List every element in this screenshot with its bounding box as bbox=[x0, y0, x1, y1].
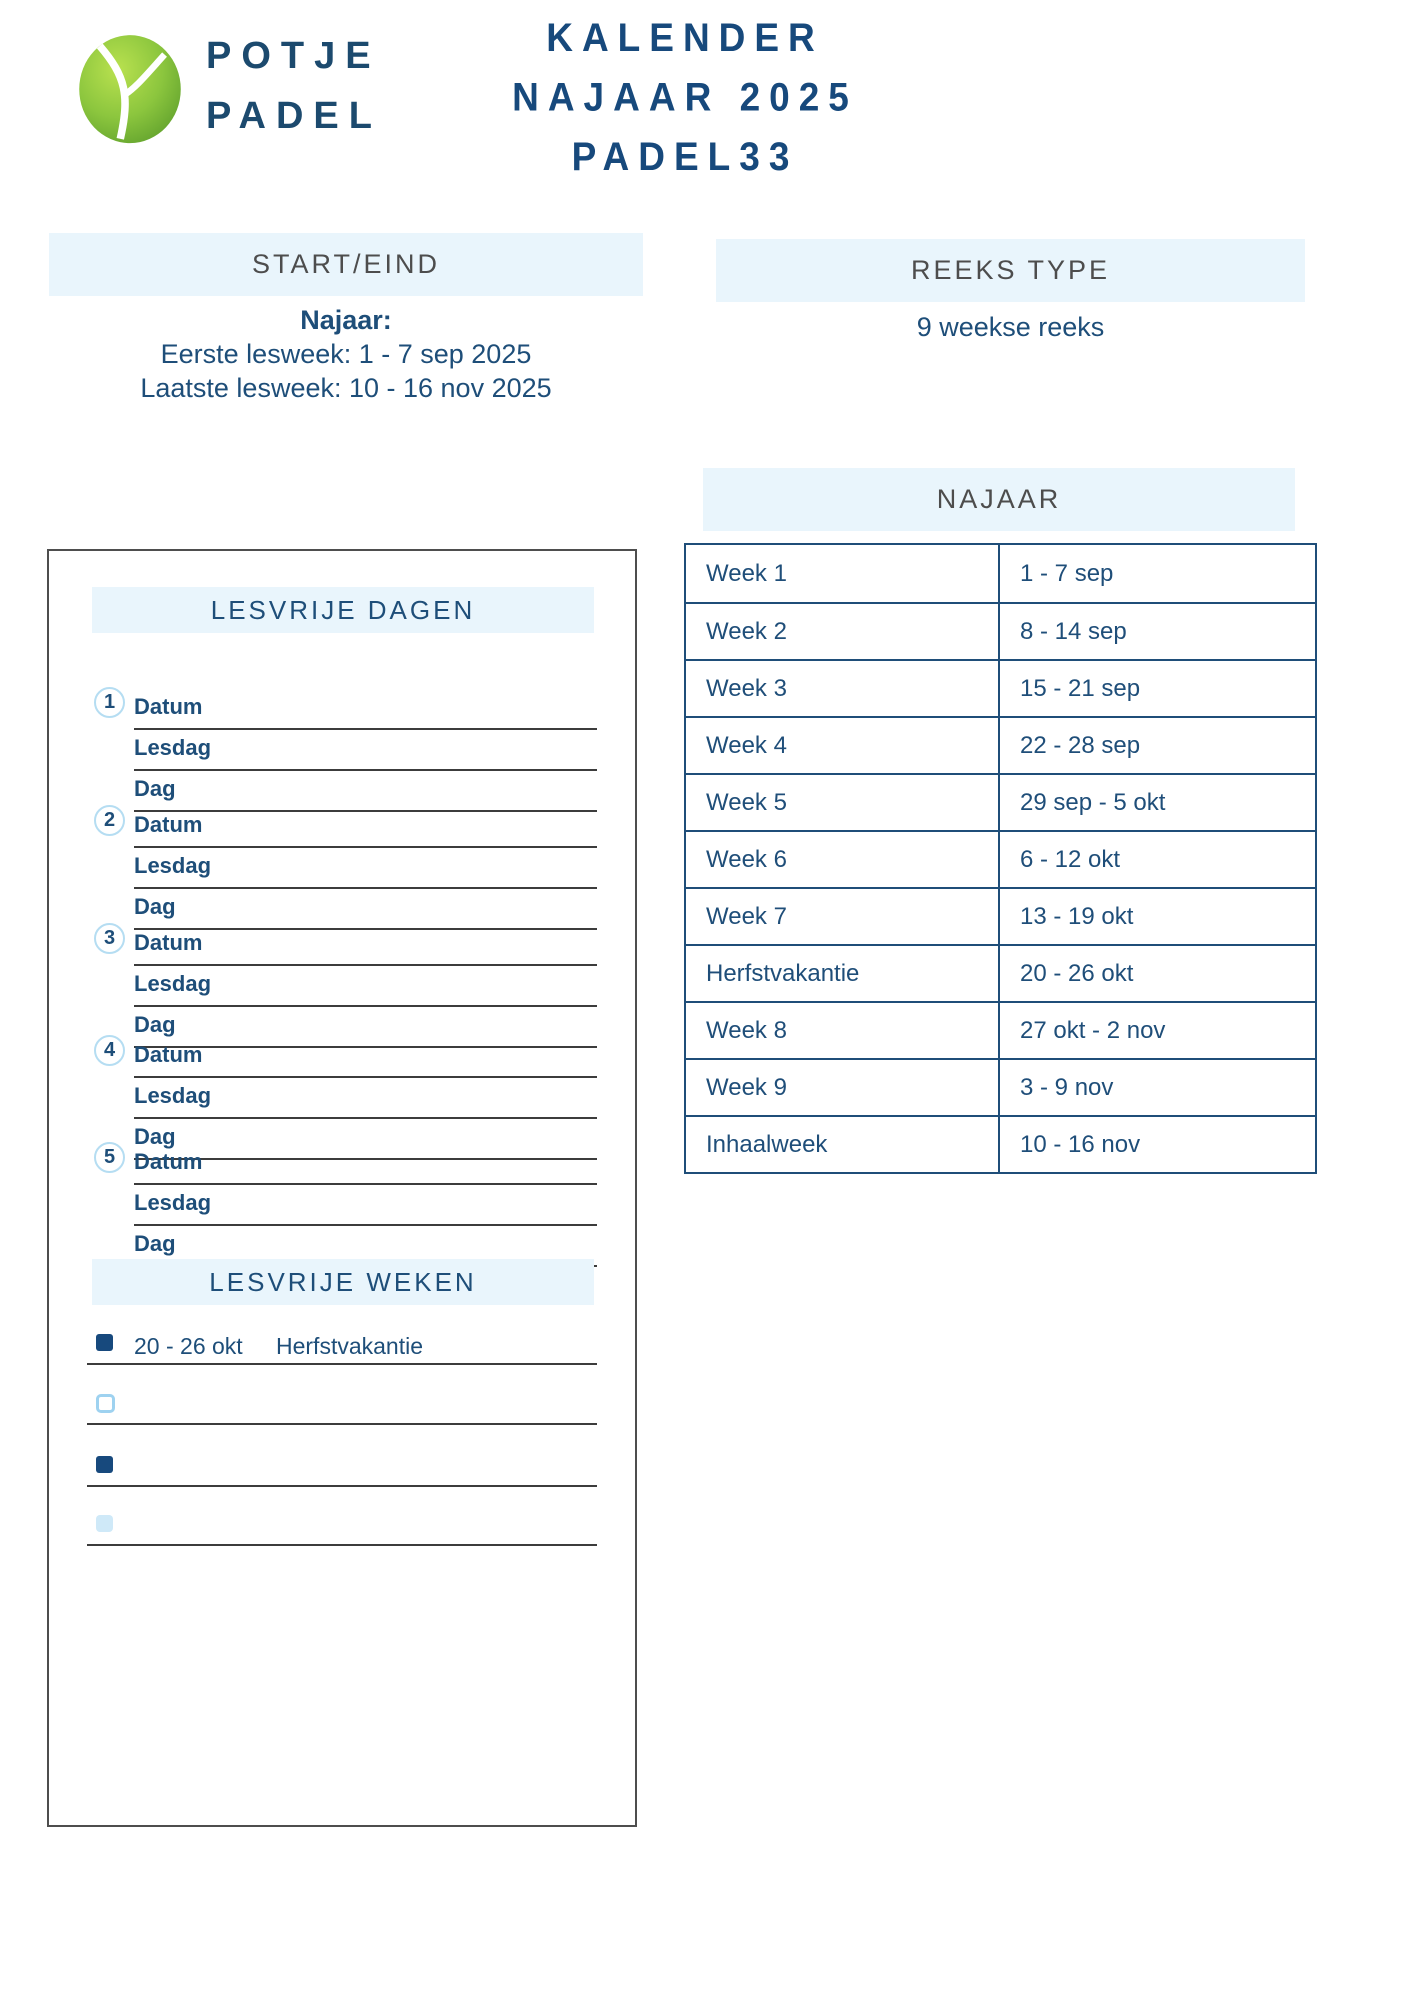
brand-line-2: PADEL bbox=[206, 95, 382, 137]
entry-number: 2 bbox=[103, 809, 116, 831]
schedule-row bbox=[686, 773, 1315, 830]
lesdag-field-line[interactable] bbox=[134, 1083, 597, 1119]
lesdag-label: Lesdag bbox=[134, 853, 212, 878]
page-title bbox=[435, 8, 935, 186]
week-dates-value: 20 - 26 okt bbox=[134, 1333, 243, 1359]
week-dates: 10 - 16 nov bbox=[1020, 1130, 1141, 1158]
week-label: Herfstvakantie bbox=[686, 946, 1000, 1001]
lesvrije-dag-entry bbox=[103, 1146, 597, 1272]
reekstype-value: 9 weekse reeks bbox=[916, 312, 1105, 342]
week-checkbox[interactable] bbox=[96, 1394, 115, 1413]
lesdag-field-line[interactable] bbox=[134, 735, 597, 771]
lesvrije-dagen-header-label: LESVRIJE DAGEN bbox=[210, 594, 476, 625]
datum-label: Datum bbox=[134, 812, 203, 837]
lesvrije-week-row bbox=[87, 1455, 597, 1487]
week-label: Week 1 bbox=[686, 545, 1000, 602]
lesvrije-week-row bbox=[87, 1514, 597, 1546]
last-lesweek: Laatste lesweek: 10 - 16 nov 2025 bbox=[140, 373, 552, 403]
lesvrije-weken-header-label: LESVRIJE WEKEN bbox=[209, 1266, 477, 1297]
datum-label: Datum bbox=[134, 694, 203, 719]
schedule-row bbox=[686, 659, 1315, 716]
title-line-1: KALENDER bbox=[546, 15, 824, 60]
lesvrije-dag-entry bbox=[103, 927, 597, 1053]
potje-padel-ball-logo bbox=[76, 28, 184, 146]
week-label: Week 5 bbox=[686, 775, 1000, 830]
week-checkbox[interactable] bbox=[96, 1456, 113, 1473]
najaar-header bbox=[703, 468, 1295, 531]
reekstype-header-label: REEKS TYPE bbox=[910, 255, 1111, 285]
lesvrije-box bbox=[47, 549, 637, 1827]
week-label: Week 4 bbox=[686, 718, 1000, 773]
dag-field-line[interactable] bbox=[134, 894, 597, 930]
week-dates: 6 - 12 okt bbox=[1020, 845, 1121, 873]
lesdag-label: Lesdag bbox=[134, 1083, 212, 1108]
datum-label: Datum bbox=[134, 1042, 203, 1067]
week-dates: 27 okt - 2 nov bbox=[1020, 1016, 1166, 1044]
lesvrije-dag-entry bbox=[103, 809, 597, 935]
datum-label: Datum bbox=[134, 1149, 203, 1174]
week-label: Inhaalweek bbox=[686, 1117, 1000, 1172]
schedule-row bbox=[686, 887, 1315, 944]
datum-label: Datum bbox=[134, 930, 203, 955]
entry-number-circle bbox=[94, 1035, 125, 1066]
lesvrije-week-row bbox=[87, 1333, 597, 1365]
dag-label: Dag bbox=[134, 1231, 176, 1256]
lesdag-field-line[interactable] bbox=[134, 1190, 597, 1226]
lesdag-field-line[interactable] bbox=[134, 853, 597, 889]
entry-number-circle bbox=[94, 805, 125, 836]
week-label: Week 9 bbox=[686, 1060, 1000, 1115]
lesdag-label: Lesdag bbox=[134, 735, 212, 760]
lesvrije-week-row bbox=[87, 1393, 597, 1425]
datum-field-line[interactable] bbox=[134, 1042, 597, 1078]
starteind-header bbox=[49, 233, 643, 296]
lesvrije-dag-entry bbox=[103, 1039, 597, 1165]
datum-field-line[interactable] bbox=[134, 930, 597, 966]
schedule-row bbox=[686, 545, 1315, 602]
lesvrije-dagen-header bbox=[92, 587, 594, 633]
dag-label: Dag bbox=[134, 894, 176, 919]
week-label: Week 3 bbox=[686, 661, 1000, 716]
entry-number: 1 bbox=[103, 691, 116, 713]
najaar-header-label: NAJAAR bbox=[936, 484, 1062, 514]
brand-line-1: POTJE bbox=[206, 35, 381, 77]
starteind-info bbox=[49, 303, 643, 405]
first-lesweek: Eerste lesweek: 1 - 7 sep 2025 bbox=[160, 339, 532, 369]
week-label: Week 2 bbox=[686, 604, 1000, 659]
datum-field-line[interactable] bbox=[134, 1149, 597, 1185]
schedule-row bbox=[686, 1115, 1315, 1172]
week-dates: 15 - 21 sep bbox=[1020, 674, 1141, 702]
lesdag-label: Lesdag bbox=[134, 1190, 212, 1215]
dag-label: Dag bbox=[134, 1012, 176, 1037]
reekstype-header bbox=[716, 239, 1305, 302]
week-dates: 8 - 14 sep bbox=[1020, 617, 1127, 645]
entry-number: 5 bbox=[103, 1146, 116, 1168]
lesvrije-weken-header bbox=[92, 1259, 594, 1305]
week-dates: 13 - 19 okt bbox=[1020, 902, 1134, 930]
week-dates: 3 - 9 nov bbox=[1020, 1073, 1114, 1101]
dag-label: Dag bbox=[134, 776, 176, 801]
najaar-schedule-table bbox=[684, 543, 1317, 1174]
week-dates: 1 - 7 sep bbox=[1020, 559, 1114, 587]
schedule-row bbox=[686, 830, 1315, 887]
entry-number: 3 bbox=[103, 927, 116, 949]
schedule-row bbox=[686, 1001, 1315, 1058]
week-label: Week 7 bbox=[686, 889, 1000, 944]
week-label: Week 6 bbox=[686, 832, 1000, 887]
dag-field-line[interactable] bbox=[134, 776, 597, 812]
lesvrije-dag-entry bbox=[103, 691, 597, 817]
schedule-row bbox=[686, 716, 1315, 773]
week-dates: 22 - 28 sep bbox=[1020, 731, 1141, 759]
lesdag-label: Lesdag bbox=[134, 971, 212, 996]
schedule-row bbox=[686, 602, 1315, 659]
schedule-row bbox=[686, 1058, 1315, 1115]
season-label: Najaar: bbox=[300, 305, 392, 335]
brand-name bbox=[206, 26, 382, 146]
entry-number-circle bbox=[94, 923, 125, 954]
datum-field-line[interactable] bbox=[134, 812, 597, 848]
schedule-row bbox=[686, 944, 1315, 1001]
lesdag-field-line[interactable] bbox=[134, 971, 597, 1007]
entry-number: 4 bbox=[103, 1039, 116, 1061]
datum-field-line[interactable] bbox=[134, 694, 597, 730]
week-checkbox[interactable] bbox=[96, 1515, 113, 1532]
week-dates: 20 - 26 okt bbox=[1020, 959, 1134, 987]
entry-number-circle bbox=[94, 687, 125, 718]
title-line-2: NAJAAR 2025 bbox=[512, 74, 858, 120]
week-label-value: Herfstvakantie bbox=[276, 1333, 424, 1359]
dag-label: Dag bbox=[134, 1124, 176, 1149]
week-dates: 29 sep - 5 okt bbox=[1020, 788, 1166, 816]
starteind-header-label: START/EIND bbox=[251, 249, 441, 279]
entry-number-circle bbox=[94, 1142, 125, 1173]
title-line-3: PADEL33 bbox=[571, 134, 799, 179]
week-label: Week 8 bbox=[686, 1003, 1000, 1058]
week-checkbox[interactable] bbox=[96, 1334, 113, 1351]
